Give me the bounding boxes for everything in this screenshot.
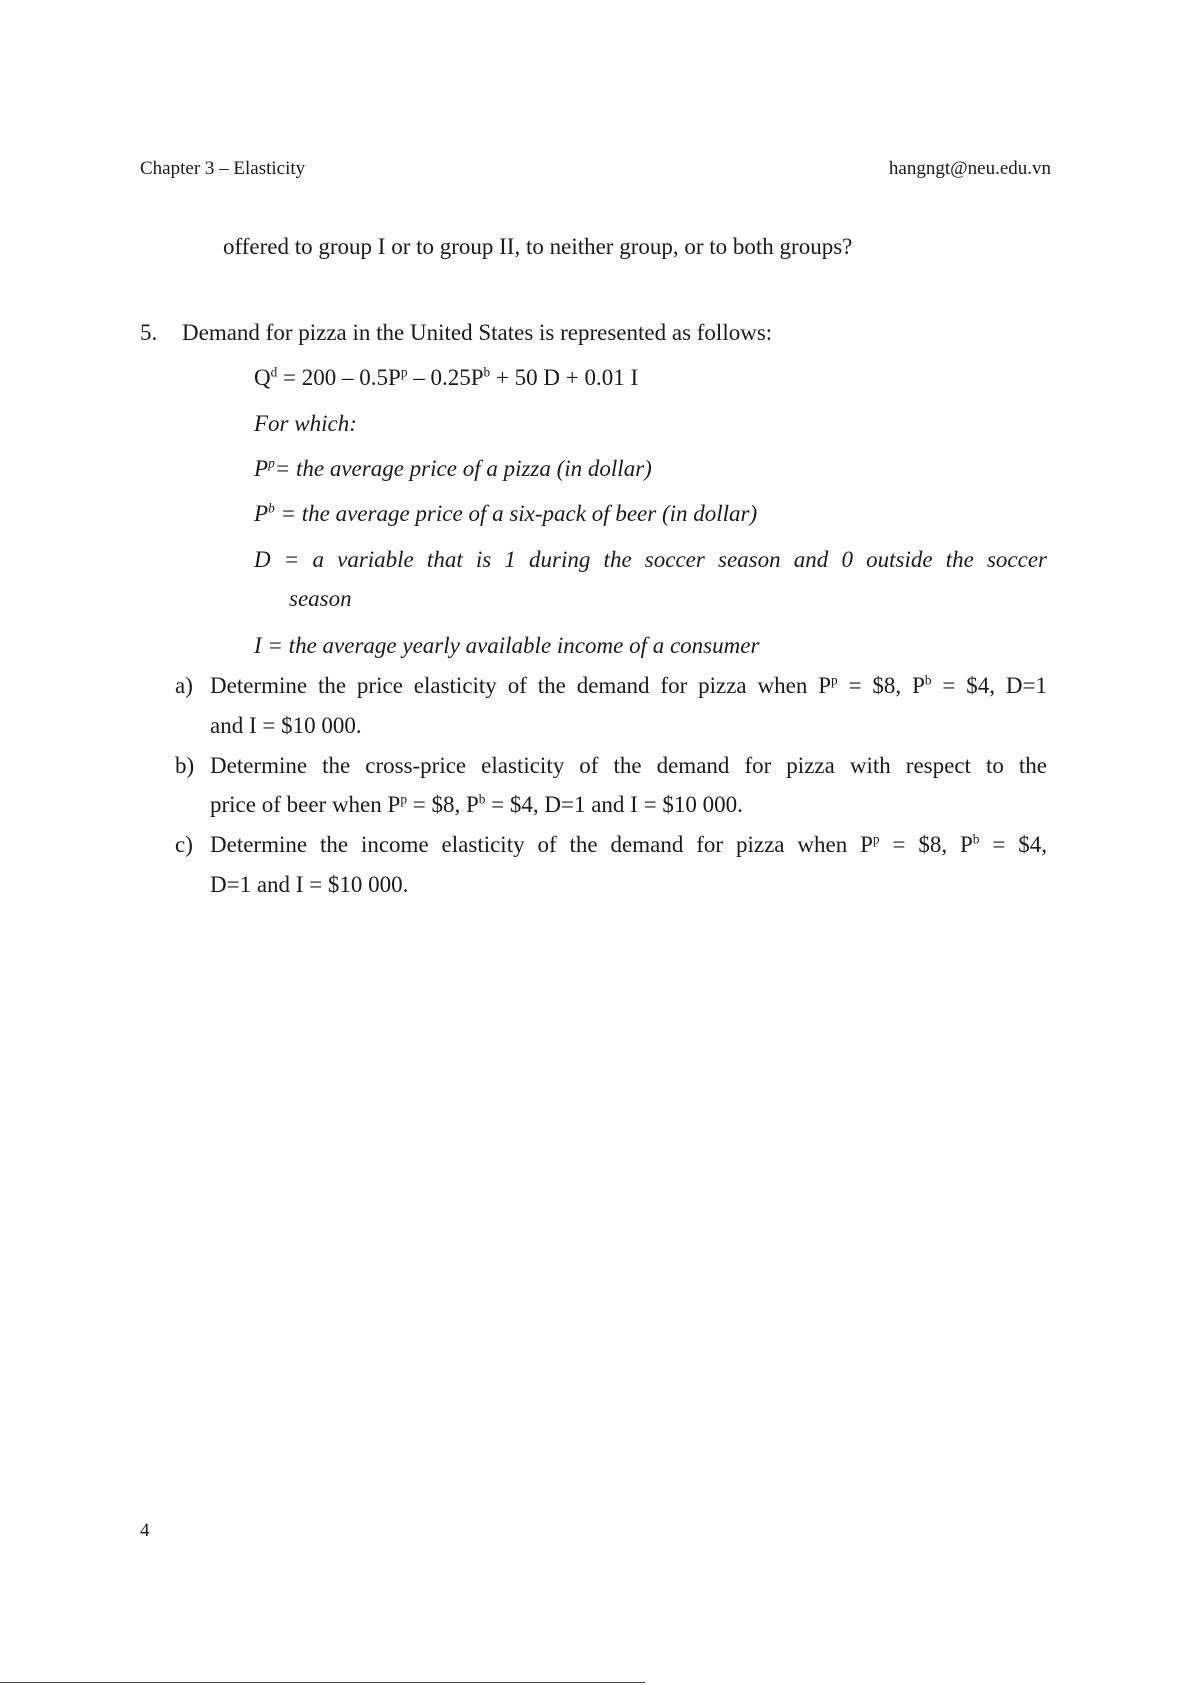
footer-divider [0,1682,645,1683]
part-b-line2: price of beer when $P^p$ = $8, $P^b$ = $4, D=1 and I = $10 000. [210,791,743,817]
definition-beer-price: $P^b$ = the average price of a six-pack of beer (in dollar) [254,500,758,526]
part-a-line1: Determine the price elasticity of the demand for pizza when $P^p$ = $8, $P^b$ = $4, D=1 [210,672,1047,698]
header-chapter-title: Chapter 3 – Elasticity [140,158,306,179]
demand-equation: $Q^d = 200 - 0.5P^p - 0.25P^b + 50$ D + 0.01 I [254,364,639,390]
continuation-line: offered to group I or to group II, to neither group, or to both groups? [223,234,853,259]
definition-soccer-variable-cont: season [289,586,352,611]
header-email: hangngt@neu.edu.vn [888,158,1051,179]
definition-income: I = the average yearly available income of a consumer [254,633,760,658]
definition-soccer-variable: D = a variable that is 1 during the soccer season and 0 outside the soccer [254,547,1047,572]
part-c-line1: Determine the income elasticity of the demand for pizza when $P^p$ = $8, $P^b$ = $4, [210,831,1047,857]
part-c-label: c) [175,832,193,857]
page-number: 4 [140,1520,150,1541]
part-b-label: b) [175,753,195,778]
for-which-label: For which: [254,411,357,436]
part-c-line2: D=1 and I = $10 000. [210,872,409,897]
definition-pizza-price: $P^p=$ the average price of a pizza (in dollar) [254,455,652,481]
part-b-line1: Determine the cross-price elasticity of the demand for pizza with respect to the [210,753,1047,778]
part-a-label: a) [175,673,193,698]
part-a-line2: and I = $10 000. [210,713,362,738]
question-number: 5. [140,320,158,345]
question-text: Demand for pizza in the United States is represented as follows: [182,320,773,345]
